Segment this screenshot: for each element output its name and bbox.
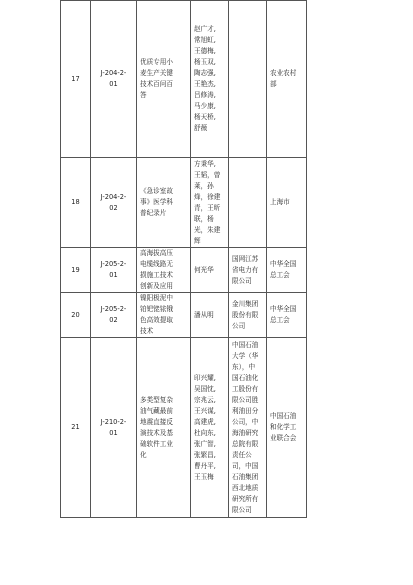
row-number: 21 — [61, 338, 91, 518]
organizations — [229, 1, 267, 158]
organizations: 中国石油 大学（华 东），中 国石油化 工股份有 限公司胜 利油田分 公司，中 海油研究 总院有限 责任公 司，中国 石油集团 西北地质 研究所有 限公司 — [229, 338, 267, 518]
achievement-name: 优质专用小 麦生产关键 技术百问百 答 — [137, 1, 191, 158]
contributors: 赵广才, 常旭虹, 王德梅, 杨玉双, 陶志强, 王艳杰, 吕修涛, 马少康, 杨天桥, 舒薇 — [191, 1, 229, 158]
table-row — [61, 158, 307, 248]
table-row — [61, 1, 307, 158]
project-code: J-205-2- 02 — [91, 293, 137, 338]
project-code: J-205-2- 01 — [91, 248, 137, 293]
contributors: 印兴耀, 吴国忱, 宗兆云, 王兴谋, 高建虎, 杜向东, 张广智, 张繁昌, 曹丹平, 王玉梅 — [191, 338, 229, 518]
achievement-name: 多类型复杂 油气藏最前 地震直接反 演技术及基 础软件工业 化 — [137, 338, 191, 518]
project-code: J-204-2- 01 — [91, 1, 137, 158]
table-row — [61, 338, 307, 518]
recommender: 上海市 — [267, 158, 307, 248]
organizations: 金川集团 股份有限 公司 — [229, 293, 267, 338]
achievement-name: 高海拔高压 电缆线路无 损施工技术 创新及应用 — [137, 248, 191, 293]
recommender: 中华全国 总工会 — [267, 293, 307, 338]
recommender: 中华全国 总工会 — [267, 248, 307, 293]
achievement-name: 《急诊室故 事》医学科 普纪录片 — [137, 158, 191, 248]
achievement-name: 镍阳极泥中 铂钯铑铱锇 色高效提取 技术 — [137, 293, 191, 338]
row-number: 19 — [61, 248, 91, 293]
awards-table — [60, 0, 307, 518]
row-number: 20 — [61, 293, 91, 338]
project-code: J-210-2- 01 — [91, 338, 137, 518]
row-number: 17 — [61, 1, 91, 158]
table-row — [61, 248, 307, 293]
contributors: 何光华 — [191, 248, 229, 293]
recommender: 中国石油 和化学工 业联合会 — [267, 338, 307, 518]
organizations: 国网江苏 省电力有 限公司 — [229, 248, 267, 293]
row-number: 18 — [61, 158, 91, 248]
contributors: 方秉华, 王韬，曾 莱，孙 烽，徐建 青，王昕 联，杨 光，朱建 辉 — [191, 158, 229, 248]
project-code: J-204-2- 02 — [91, 158, 137, 248]
table-row — [61, 293, 307, 338]
contributors: 潘从明 — [191, 293, 229, 338]
recommender: 农业农村 部 — [267, 1, 307, 158]
organizations — [229, 158, 267, 248]
